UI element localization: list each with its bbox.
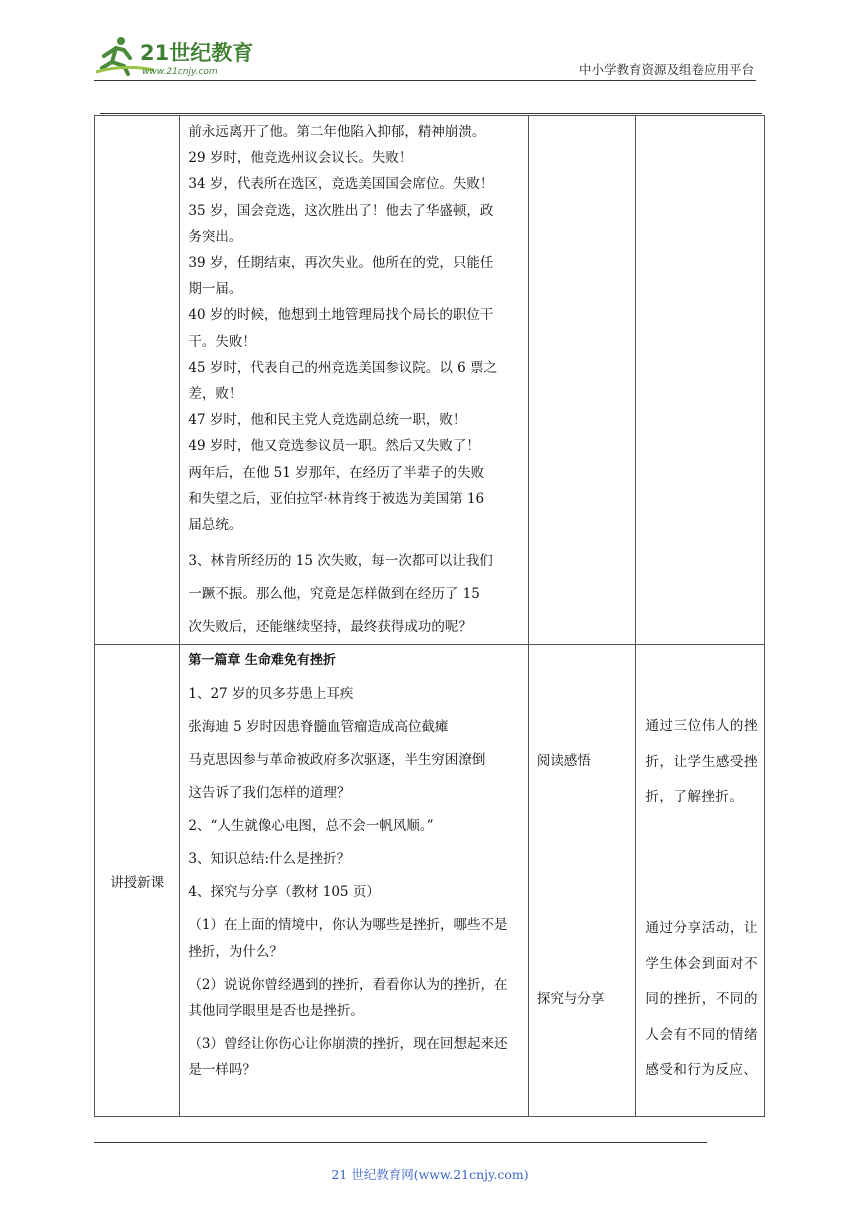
story-line: 45 岁时，代表自己的州竞选美国参议院。以 6 票之 — [188, 359, 498, 376]
site-logo — [94, 34, 264, 80]
activity-cell — [528, 645, 635, 1117]
section-cell — [95, 116, 180, 645]
footer-divider — [94, 1142, 707, 1143]
activity-cell — [528, 116, 635, 645]
story-line: 49 岁时，他又竞选参议员一职。然后又失败了！ — [188, 438, 480, 455]
content-cell — [180, 645, 529, 1117]
lincoln-story — [180, 116, 528, 644]
question-block — [188, 545, 521, 644]
content-item: 1、27 岁的贝多芬患上耳疾 — [188, 686, 354, 703]
intent-text: 通过分享活动，让学生体会到面对不同的挫折，不同的人会有不同的情绪感受和行为反应、 — [645, 920, 758, 1079]
lesson-table — [94, 115, 765, 1117]
story-line: 两年后，在他 51 岁那年，在经历了半辈子的失败 — [188, 464, 485, 481]
question-line: 一蹶不振。那么他，究竟是怎样做到在经历了 15 — [188, 586, 480, 603]
section-label: 讲授新课 — [95, 645, 180, 1117]
content-item: 3、知识总结:什么是挫折？ — [188, 851, 351, 868]
story-line: 47 岁时，他和民主党人竞选副总统一职，败！ — [188, 412, 467, 429]
content-item: 4、探究与分享（教材 105 页） — [188, 884, 380, 901]
story-line: 29 岁时，他竞选州议会议长。失败！ — [188, 150, 413, 167]
table-top-rule — [100, 113, 762, 114]
content-item: （1）在上面的情境中，你认为哪些是挫折，哪些不是挫折，为什么？ — [188, 917, 508, 960]
story-line: 届总统。 — [188, 517, 243, 534]
story-line: 干。失败！ — [188, 333, 256, 350]
footer-link[interactable]: 21 世纪教育网(www.21cnjy.com) — [331, 1167, 529, 1182]
story-line: 35 岁，国会竞选，这次胜出了！他去了华盛顿，政 — [188, 202, 494, 219]
question-line: 3、林肯所经历的 15 次失败，每一次都可以让我们 — [188, 553, 493, 570]
table-row — [95, 645, 765, 1117]
story-line: 和失望之后，亚伯拉罕·林肯终于被选为美国第 16 — [188, 490, 485, 507]
story-line: 期一届。 — [188, 281, 243, 298]
intent-cell — [636, 645, 765, 1117]
table-row — [95, 116, 765, 645]
intent-text: 通过三位伟人的挫折，让学生感受挫折，了解挫折。 — [645, 718, 758, 806]
activity-reading: 阅读感悟 — [536, 753, 591, 770]
activity-explore: 探究与分享 — [536, 991, 605, 1008]
content-item: 2、“人生就像心电图，总不会一帆风顺。” — [188, 818, 434, 835]
content-item: 这告诉了我们怎样的道理？ — [188, 785, 351, 802]
story-line: 40 岁的时候，他想到土地管理局找个局长的职位干 — [188, 307, 494, 324]
content-item: 马克思因参与革命被政府多次驱逐，半生穷困潦倒 — [188, 752, 486, 769]
story-line: 39 岁，任期结束，再次失业。他所在的党，只能任 — [188, 255, 494, 272]
logo-url-text: www.21cnjy.com — [142, 67, 218, 77]
question-line: 次失败后，还能继续坚持，最终获得成功的呢？ — [188, 619, 472, 636]
intent-cell — [636, 116, 765, 645]
content-item: （2）说说你曾经遇到的挫折，看看你认为的挫折，在其他同学眼里是否也是挫折。 — [188, 976, 508, 1020]
logo-text: 21世纪教育 — [140, 41, 254, 65]
story-line: 务突出。 — [188, 228, 243, 245]
content-item: （3）曾经让你伤心让你崩溃的挫折，现在回想起来还是一样吗？ — [188, 1036, 508, 1079]
content-item: 张海迪 5 岁时因患脊髓血管瘤造成高位截瘫 — [188, 719, 449, 736]
story-line: 34 岁，代表所在选区，竞选美国国会席位。失败！ — [188, 176, 494, 193]
platform-title: 中小学教育资源及组卷应用平台 — [578, 62, 754, 77]
story-line: 差，败！ — [188, 386, 243, 403]
header-divider — [94, 80, 756, 81]
story-line: 前永远离开了他。第二年他陷入抑郁，精神崩溃。 — [188, 124, 486, 140]
content-cell — [180, 116, 529, 645]
chapter-title: 第一篇章 生命难免有挫折 — [188, 653, 336, 669]
